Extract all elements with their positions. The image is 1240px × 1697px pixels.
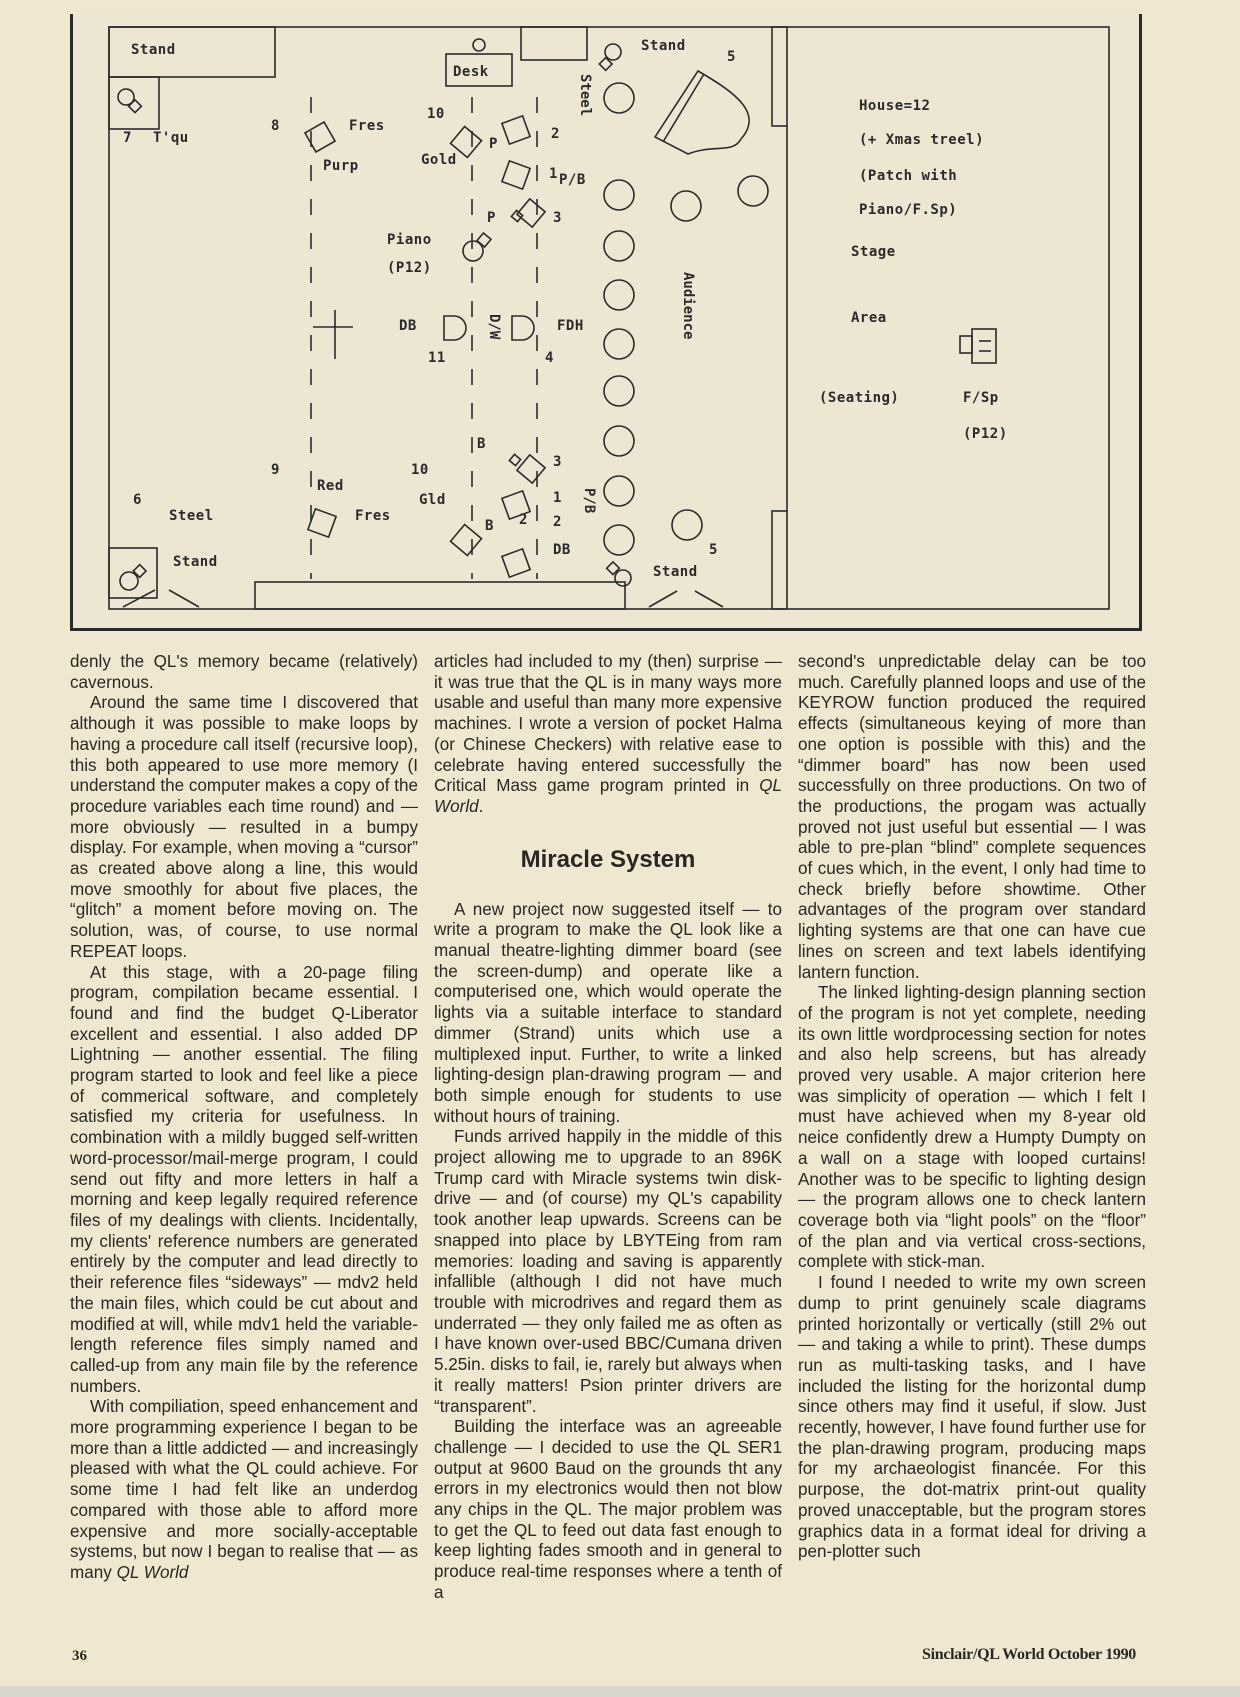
article-column-2 (434, 652, 782, 1604)
paragraph: second's unpredictable delay can be too much. Carefully planned loops and use of the KEYROW function produced the required effects (simultaneous keying of more than one option is possible with this) and the “dimmer board” has now been used successfully on three productions. On two of the productions, the progam was actually proved not just useful but essential — I was able to pre-plan “blind” complete sequences of cues which, in the event, I only had time to check briefly before showtime. Other advantages of the program over standard lighting systems are that one can have cue lines on screen and text labels identifying lantern function. (798, 652, 1146, 982)
label-piano: Piano (387, 232, 432, 248)
label-2-bot-a: 2 (519, 512, 528, 528)
label-3-top: 3 (553, 210, 562, 226)
paragraph: denly the QL's memory became (relatively) cavernous. (70, 652, 418, 692)
label-gld: Gld (419, 492, 446, 508)
scan-edge (0, 1686, 1240, 1697)
label-2-top: 2 (551, 126, 560, 142)
paragraph: I found I needed to write my own screen dump to print genuinely scale diagrams printed horizontally or vertically (still 2% out — and taking a while to print). These dumps run as multi-tasking tasks, and I have included the listing for the horizontal dump since others may find it useful, if slow. Just recently, however, I have found further use for the plan-drawing program, producing maps for my archaeologist financée. For this purpose, the dot-matrix print-out quality proved unacceptable, but the program stores graphics data in a format ideal for driving a pen-plotter such (798, 1273, 1146, 1562)
label-xmas-tree: (+ Xmas treel) (859, 132, 985, 148)
label-fres-top: Fres (349, 118, 385, 134)
label-audience-vertical: Audience (680, 272, 696, 340)
label-db-bot: DB (553, 542, 571, 558)
label-6: 6 (133, 492, 142, 508)
label-fdh: FDH (557, 318, 584, 334)
paragraph: Building the interface was an agreeable challenge — I decided to use the QL SER1 output at 9600 Baud on the grounds tht any errors in my electronics would then not blow any chips in the QL. The major problem was to get the QL to feed out data fast enough to keep lighting fades smooth and in general to produce real-time responses where a tenth of a (434, 1417, 782, 1602)
label-1-top: 1 (549, 166, 558, 182)
label-steel-bot: Steel (169, 508, 214, 524)
paragraph: A new project now suggested itself — to write a program to make the QL look like a manual theatre-lighting dimmer board (see the screen-dump) and operate like a computerised one, which would operate the lights via a suitable interface to standard dimmer (Strand) units which use a multiplexed input. Further, to write a linked lighting-design plan-drawing program — and both simple enough for students to use without hours of training. (434, 899, 782, 1126)
label-pb-top: P/B (559, 172, 586, 188)
label-fres-bot: Fres (355, 508, 391, 524)
label-b-mid: B (477, 436, 486, 452)
label-tqu: T'qu (153, 130, 189, 146)
label-4: 4 (545, 350, 554, 366)
label-house: House=12 (859, 98, 931, 114)
label-1-bot: 1 (553, 490, 562, 506)
section-heading: Miracle System (520, 845, 696, 873)
paragraph-text: With compiliation, speed enhancement and more programming experience I began to be more than a little addicted — and increasingly pleased with what the QL could achieve. For some time I had felt like an underdog compared with those able to afford more expensive and more socially-acceptable systems, but now I began to realise that — as many (70, 1397, 418, 1582)
paragraph (434, 652, 782, 818)
label-p12-right: (P12) (963, 426, 1008, 442)
label-stage: Stage (851, 244, 896, 260)
label-9: 9 (271, 462, 280, 478)
label-stand-bottom-right: Stand (653, 564, 698, 580)
label-patch: (Patch with (859, 168, 958, 184)
label-stand-top-right: Stand (641, 38, 686, 54)
publication-name: QL World (434, 776, 782, 816)
paragraph: The linked lighting-design planning section of the program is not yet complete, needing its own little wordprocessing section for notes and also help screens, but has already proved very usable. A major criterion here was simplicity of operation — which I felt I must have achieved when my 8-year old neice confidently drew a Humpty Dumpty on a wall on a stage with looped curtains! Another was to be specific to lighting design — the program allows one to check lantern coverage both via “light pools” on the “floor” of the plan and via vertical cross-sections, complete with stick-man. (798, 983, 1146, 1272)
article-column-1 (70, 652, 418, 1584)
stage-lighting-plan (70, 14, 1142, 631)
magazine-issue: Sinclair/QL World October 1990 (922, 1646, 1136, 1663)
paragraph: Around the same time I discovered that although it was possible to make loops by having a procedure call itself (recursive loop), this both appeared to use more memory (I understand the computer makes a copy of the procedure variables each time round) and — more obviously — resulted in a bumpy display. For example, when moving a “cursor” as created above along a line, this would move smoothly for about five places, the “glitch” a moment before moving on. The solution, was, of course, to use normal REPEAT loops. (70, 693, 418, 961)
label-steel-vertical: Steel (577, 74, 593, 117)
page-number: 36 (72, 1648, 87, 1664)
label-8: 8 (271, 118, 280, 134)
paragraph-text: articles had included to my (then) surprise — it was true that the QL is in many ways more usable and useful than many more expensive machines. I wrote a version of pocket Halma (or Chinese Checkers) with relative ease to celebrate having entered successfully the Critical Mass game program printed in (434, 652, 782, 796)
article-column-3 (798, 652, 1146, 1563)
label-11: 11 (428, 350, 446, 366)
label-stand-bottom-left: Stand (173, 554, 218, 570)
label-5-bot: 5 (709, 542, 718, 558)
label-pb-bot-vertical: P/B (581, 488, 597, 514)
paragraph: Funds arrived happily in the middle of this project allowing me to upgrade to an 896K Trump card with Miracle systems twin disk-drive — and (of course) my QL's capability took another leap upwards. Screens can be snapped into place by LBYTEing from ram memories: loading and saving is apparently infallible (although I did not have much trouble with microdrives and regard them as underrated — they only failed me as often as I have known over-used BBC/Cumana driven 5.25in. disks to fail, ie, rarely but always when it really matters! Psion printer drivers are “transparent”. (434, 1127, 782, 1416)
label-purp: Purp (323, 158, 359, 174)
label-p-mid: P (487, 210, 496, 226)
paragraph (70, 1397, 418, 1583)
label-area: Area (851, 310, 887, 326)
label-desk: Desk (453, 64, 489, 80)
punctuation: . (478, 796, 484, 816)
publication-name: QL World (116, 1562, 189, 1582)
plan-drawing (73, 14, 1139, 628)
label-gold: Gold (421, 152, 457, 168)
label-stand-top-left: Stand (131, 42, 176, 58)
label-3-bot: 3 (553, 454, 562, 470)
label-2-bot-b: 2 (553, 514, 562, 530)
label-b-bot: B (485, 518, 494, 534)
label-fsp: F/Sp (963, 390, 999, 406)
label-7: 7 (123, 130, 132, 146)
label-red: Red (317, 478, 344, 494)
paragraph: At this stage, with a 20-page filing program, compilation became essential. I found and find the budget Q-Liberator excellent and essential. I also added DP Lightning — another essential. The filing program started to look and feel like a piece of commerical software, and completely satisfied my criteria for usefulness. In combination with a mildly bugged self-written word-processor/mail-merge program, I could send out fifty and more letters in half a morning and keep legally required reference files of my dealings with clients. Incidentally, my clients' reference numbers are generated entirely by the computer and lead directly to their reference files “sideways” — mdv2 held the main files, which could be cut about and modified at will, while mdv1 held the variable-length reference files simply named and called-up from any main file by the reference numbers. (70, 962, 418, 1396)
label-seating: (Seating) (819, 390, 900, 406)
label-dw-vertical: D/W (486, 314, 502, 340)
label-patch-2: Piano/F.Sp) (859, 202, 958, 218)
label-db-left: DB (399, 318, 417, 334)
label-p-top: P (489, 136, 498, 152)
label-5-top: 5 (727, 49, 736, 65)
label-10-top: 10 (427, 106, 445, 122)
label-10-bot: 10 (411, 462, 429, 478)
label-p12-left: (P12) (387, 260, 432, 276)
